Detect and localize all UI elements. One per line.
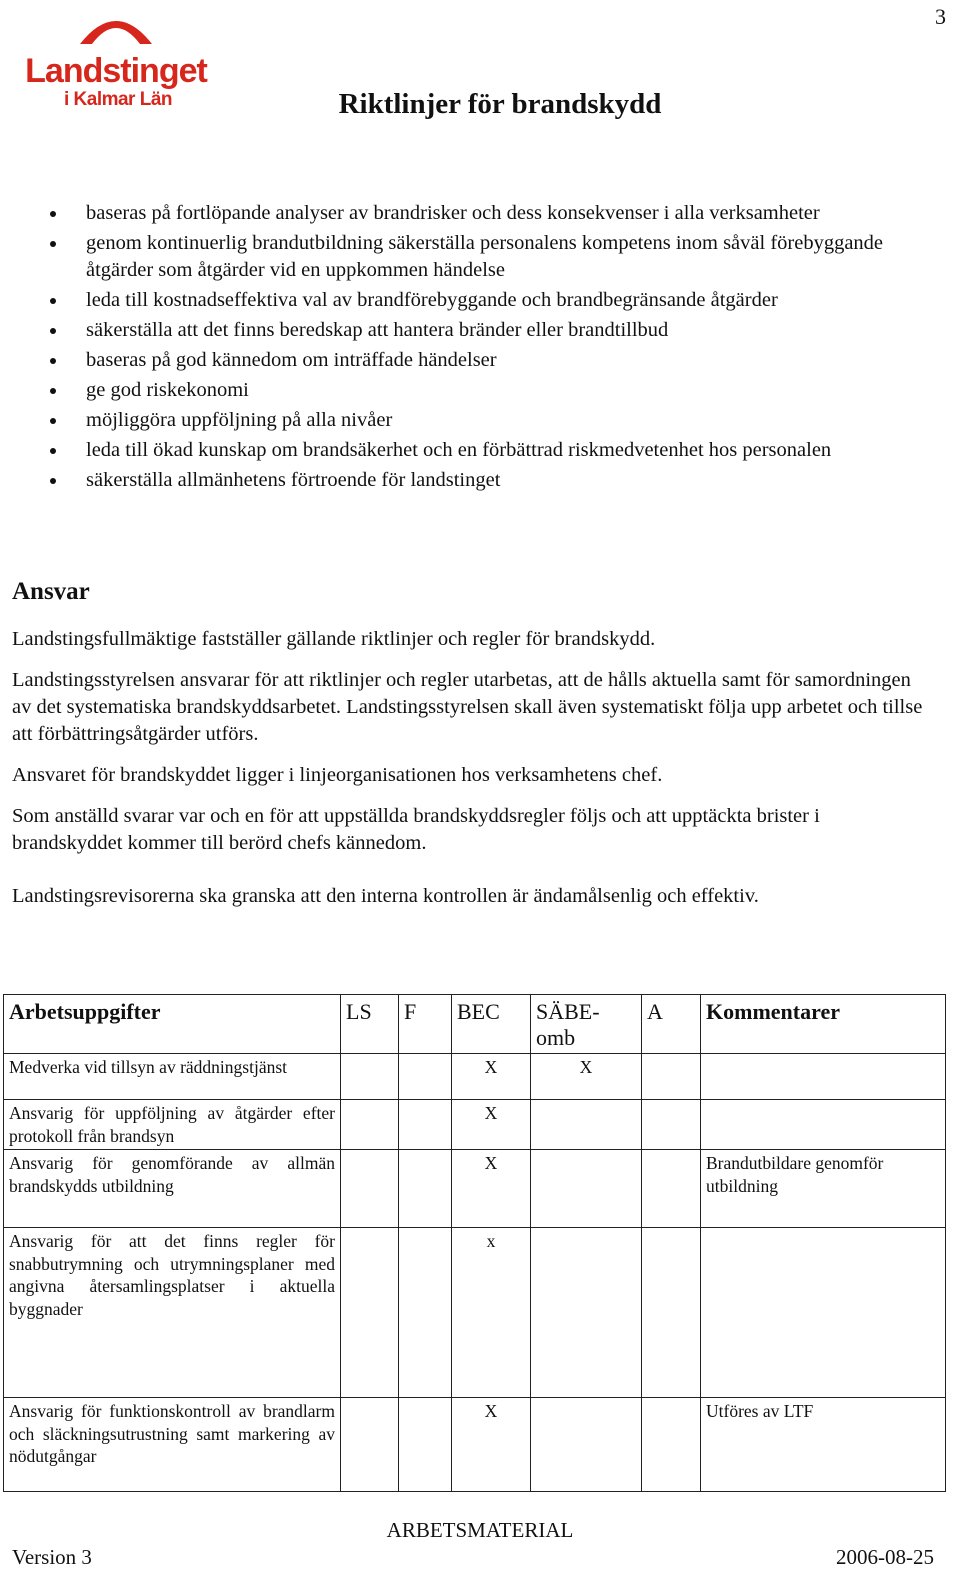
footer-date: 2006-08-25 bbox=[836, 1545, 934, 1569]
ls-cell bbox=[341, 1150, 399, 1228]
paragraph: Landstingsrevisorerna ska granska att den interna kontrollen är ändamålsenlig och effektiv. bbox=[12, 885, 759, 907]
footer-status: ARBETSMATERIAL bbox=[386, 1518, 574, 1542]
list-item: baseras på god kännedom om inträffade händelser bbox=[36, 347, 936, 374]
responsibility-table bbox=[3, 994, 946, 1492]
sabe-cell bbox=[531, 1100, 642, 1150]
f-cell bbox=[399, 1228, 452, 1398]
table-row bbox=[4, 1398, 946, 1492]
list-item: leda till kostnadseffektiva val av brandförebyggande och brandbegränsande åtgärder bbox=[36, 287, 936, 314]
a-cell bbox=[642, 1398, 701, 1492]
f-cell bbox=[399, 1398, 452, 1492]
section-heading-ansvar: Ansvar bbox=[12, 578, 90, 605]
ls-cell bbox=[341, 1100, 399, 1150]
comment-cell bbox=[701, 1100, 946, 1150]
table-row bbox=[4, 1100, 946, 1150]
list-item: genom kontinuerlig brandutbildning säkerställa personalens kompetens inom såväl förebyggande åtgärder som åtgärder vid en uppkommen händelse bbox=[36, 230, 936, 284]
col-header-ls: LS bbox=[341, 995, 399, 1054]
table-row bbox=[4, 1054, 946, 1100]
col-header-task: Arbetsuppgifter bbox=[4, 995, 341, 1054]
logo-text-line2: i Kalmar Län bbox=[63, 89, 173, 110]
col-header-a: A bbox=[642, 995, 701, 1054]
comment-cell: Brandutbildare genomför utbildning bbox=[701, 1150, 946, 1228]
responsibility-text bbox=[12, 626, 932, 924]
list-item: säkerställa att det finns beredskap att hantera bränder eller brandtillbud bbox=[36, 317, 936, 344]
a-cell bbox=[642, 1100, 701, 1150]
col-header-bec: BEC bbox=[452, 995, 531, 1054]
table-row bbox=[4, 1228, 946, 1398]
table-header-row bbox=[4, 995, 946, 1054]
paragraph: Landstingsstyrelsen ansvarar för att riktlinjer och regler utarbetas, att de hålls aktuella samt för samordningen av det systematiska brandskyddsarbetet. Landstingsstyrelsen skall även systematiskt följa upp arbetet och tillse att förbättringsåtgärder utförs. bbox=[12, 669, 923, 745]
col-header-comment: Kommentarer bbox=[701, 995, 946, 1054]
list-item: leda till ökad kunskap om brandsäkerhet och en förbättrad riskmedvetenhet hos personalen bbox=[36, 437, 936, 464]
paragraph: Som anställd svarar var och en för att uppställda brandskyddsregler följs och att upptäckta brister i brandskyddet kommer till berörd chefs kännedom. bbox=[12, 805, 820, 854]
f-cell bbox=[399, 1100, 452, 1150]
page-title: Riktlinjer för brandskydd bbox=[338, 88, 662, 120]
task-cell: Ansvarig för funktionskontroll av brandlarm och släckningsutrustning samt markering av nödutgångar bbox=[4, 1398, 341, 1492]
logo-text-line1: Landstinget bbox=[25, 52, 207, 90]
f-cell bbox=[399, 1150, 452, 1228]
col-header-sabe-omb: SÄBE-omb bbox=[531, 995, 642, 1054]
bec-cell: X bbox=[452, 1100, 531, 1150]
page-number: 3 bbox=[935, 4, 946, 29]
task-cell: Ansvarig för att det finns regler för snabbutrymning och utrymningsplaner med angivna återsamlingsplatser i aktuella byggnader bbox=[4, 1228, 341, 1398]
ls-cell bbox=[341, 1054, 399, 1100]
list-item: säkerställa allmänhetens förtroende för landstinget bbox=[36, 467, 936, 494]
paragraph: Ansvaret för brandskyddet ligger i linjeorganisationen hos verksamhetens chef. bbox=[12, 764, 663, 786]
comment-cell bbox=[701, 1054, 946, 1100]
list-item: baseras på fortlöpande analyser av brandrisker och dess konsekvenser i alla verksamheter bbox=[36, 200, 936, 227]
col-header-f: F bbox=[399, 995, 452, 1054]
comment-cell bbox=[701, 1228, 946, 1398]
bec-cell: x bbox=[452, 1228, 531, 1398]
objectives-list bbox=[36, 200, 936, 497]
task-cell: Ansvarig för uppföljning av åtgärder efter protokoll från brandsyn bbox=[4, 1100, 341, 1150]
f-cell bbox=[399, 1054, 452, 1100]
bec-cell: X bbox=[452, 1054, 531, 1100]
sabe-cell: X bbox=[531, 1054, 642, 1100]
a-cell bbox=[642, 1150, 701, 1228]
paragraph: Landstingsfullmäktige fastställer gällande riktlinjer och regler för brandskydd. bbox=[12, 628, 656, 650]
task-cell: Ansvarig för genomförande av allmän brandskydds utbildning bbox=[4, 1150, 341, 1228]
task-cell: Medverka vid tillsyn av räddningstjänst bbox=[4, 1054, 341, 1100]
sabe-cell bbox=[531, 1228, 642, 1398]
bec-cell: X bbox=[452, 1150, 531, 1228]
a-cell bbox=[642, 1228, 701, 1398]
comment-cell: Utföres av LTF bbox=[701, 1398, 946, 1492]
table-row bbox=[4, 1150, 946, 1228]
ls-cell bbox=[341, 1398, 399, 1492]
list-item: ge god riskekonomi bbox=[36, 377, 936, 404]
sabe-cell bbox=[531, 1150, 642, 1228]
bec-cell: X bbox=[452, 1398, 531, 1492]
list-item: möjliggöra uppföljning på alla nivåer bbox=[36, 407, 936, 434]
ls-cell bbox=[341, 1228, 399, 1398]
footer-version: Version 3 bbox=[12, 1545, 92, 1569]
a-cell bbox=[642, 1054, 701, 1100]
sabe-cell bbox=[531, 1398, 642, 1492]
